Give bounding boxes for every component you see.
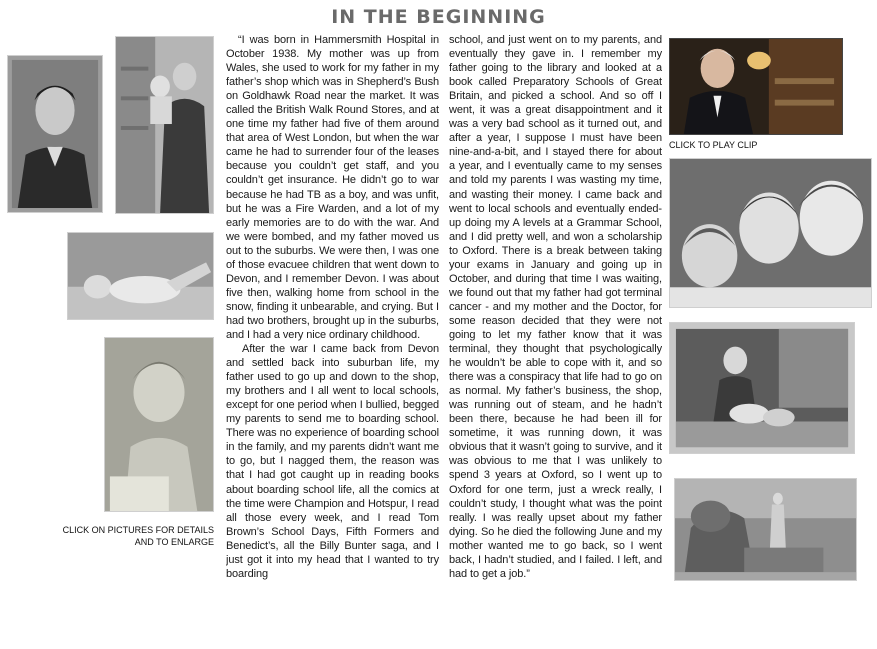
photo-lion-statue-image <box>675 479 856 580</box>
photo-young-man-portrait[interactable] <box>7 55 103 213</box>
photo-boy-dogs-image <box>670 323 854 453</box>
photo-three-brothers-image <box>670 159 871 307</box>
story-paragraph-1: “I was born in Hammersmith Hospital in October 1938. My mother was up from Wales, she used to work for my father in my father’s shop which was in Shepherd’s Bush on Goldhawk Road near the market. It was called the British Walk Round Stores, and at one time my father had five of them around that area of West London, but when the war came he had to surrender four of the leases because you couldn’t get staff, and you couldn’t get insurance. He didn’t go to war because he had TB as a boy, and was unfit, but he was a Fire Warden, and a lot of my early memories are to do with the war. And we were bombed, and my father moved us out to the suburbs. We were then, I was one of those evacuee children that went down to Devon, and I remember Devon. I was about five then, walking home from school in the snow, finding it unbearable, and crying. But I had two brothers, brought up in the suburbs, and I had a very nice ordinary childhood. <box>226 34 439 341</box>
video-caption[interactable]: CLICK TO PLAY CLIP <box>669 140 758 150</box>
photo-young-man-image <box>8 56 102 212</box>
photo-lion-statue[interactable] <box>674 478 857 581</box>
page-title: IN THE BEGINNING <box>331 6 546 28</box>
photo-boy-with-dogs[interactable] <box>669 322 855 454</box>
story-paragraph-3: school, and just went on to my parents, and eventually they gave in. I remember my father going to the library and looked at a book called Preparatory Schools of Great Britain, and picked a school. And so off I went, it was a great disappointment and it was a very bad school as it turned out, and after a year, I suppose I must have been nine-and-a-bit, and I stayed there for about a year, and I eventually came to my senses and told my parents I was wasting my time, and wasting their money. I came back and went to local schools and eventually ended-up doing my A levels at a Grammar School, and I did pretty well, and won a scholarship to Oxford. There is a break between taking your exams in January and going up in October, and during that time I was waiting, we found out that my father had got terminal cancer - and my mother and the Doctor, for some reason decided that they were not going to let my father know that it was terminal, they thought that psychologically he wouldn’t be able to cope with it, and so there was a conspiracy that life had to go on as normal. My father’s business, the shop, was running out of steam, and he hadn’t been there, because he had been ill for sometime, it was running down, it was obvious that it wasn’t going to survive, and it was obvious to me that I was unlikely to spend 3 years at Oxford, so I went up to Oxford for one term, just a wreck really, I couldn’t study, I thought what was the point really. I was really upset about my father dying. So he died the following June and my mother wanted me to go back, so I went back, I hadn’t studied, and I failed. I left, and had to get a job.” <box>449 34 662 580</box>
story-column-1 <box>226 33 439 645</box>
left-caption: CLICK ON PICTURES FOR DETAILS AND TO ENLARGE <box>62 525 214 547</box>
story-paragraph-2: After the war I came back from Devon and settled back into suburban life, my father used to go up and down to the shop, my brothers and I all went to local schools, except for one period when I bullied, begged my parents to send me to boarding school. There was no experience of boarding school in the family, and my parents didn’t want me to go, but I nagged them, the reason was that I had got caught up in reading books about boarding school life, all the comics at the time were Champion and Hotspur, I read all those every week, and I read Tom Brown’s School Days, Fifth Formers and Benedict’s, all the Billy Bunter saga, and I just got it into my head that I wanted to try boarding <box>226 343 439 580</box>
video-clip-image <box>670 39 842 134</box>
video-clip-thumbnail[interactable] <box>669 38 843 135</box>
photo-smiling-boy[interactable] <box>104 337 214 512</box>
photo-baby-lying-image <box>68 233 213 319</box>
photo-father-baby-image <box>116 37 213 213</box>
story-column-2 <box>449 33 662 645</box>
photo-three-brothers[interactable] <box>669 158 872 308</box>
photo-father-holding-baby[interactable] <box>115 36 214 214</box>
photo-smiling-boy-image <box>105 338 213 511</box>
photo-baby-lying[interactable] <box>67 232 214 320</box>
